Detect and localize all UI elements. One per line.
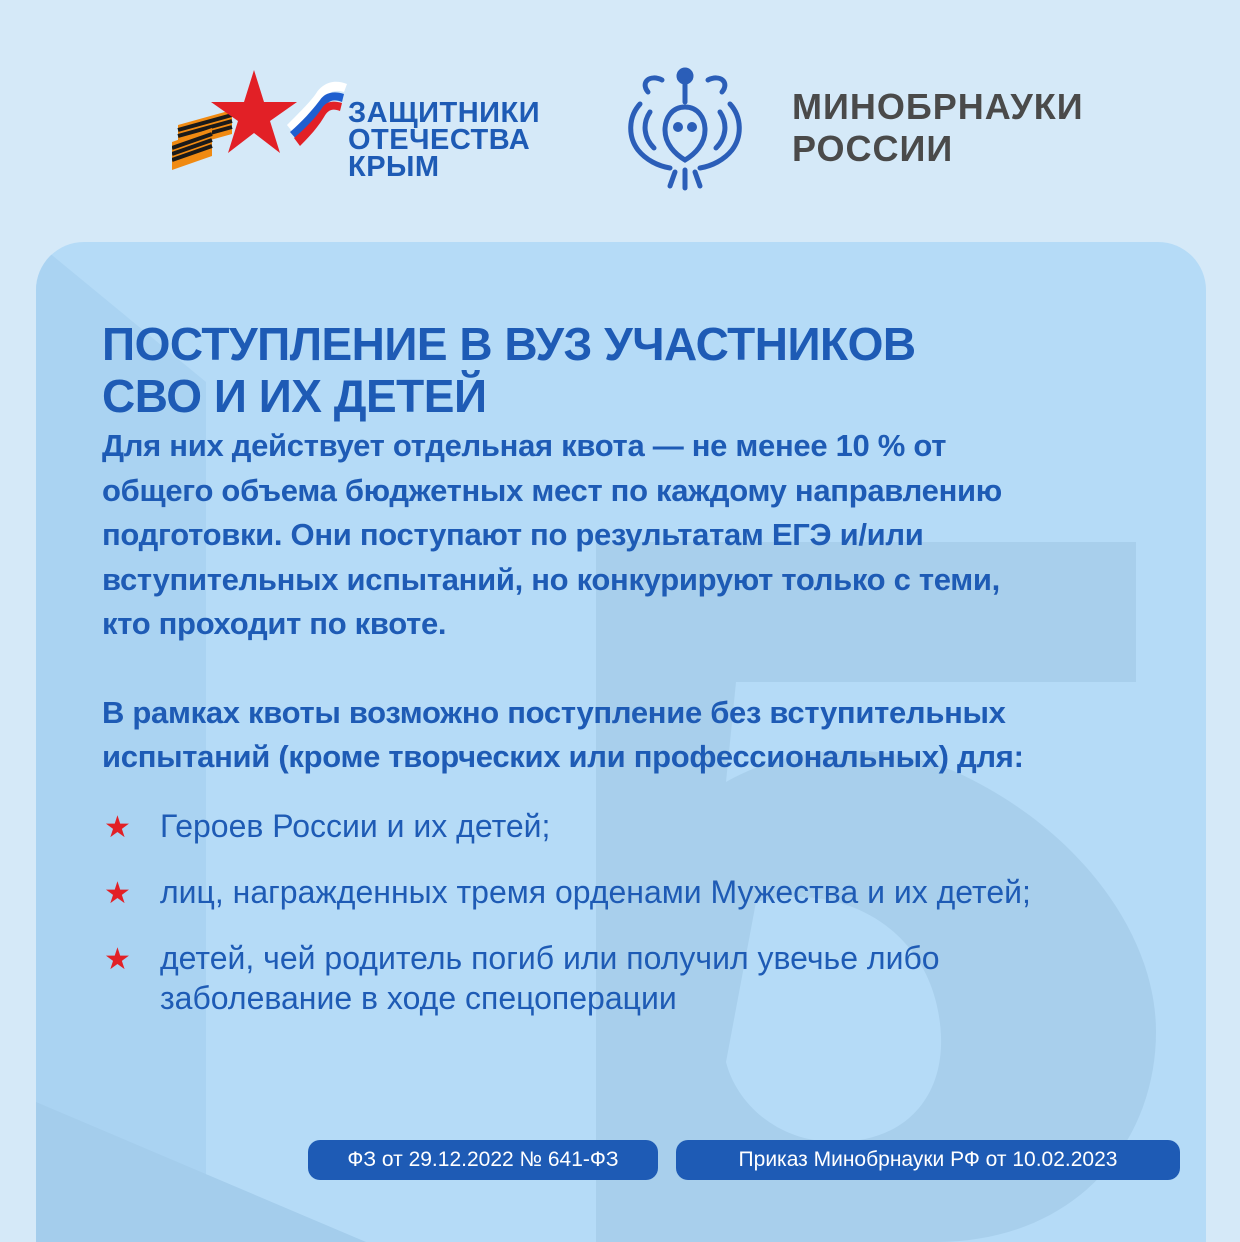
- list-item-text: [160, 872, 1192, 912]
- logo-line-1: ЗАЩИТНИКИ: [348, 97, 541, 129]
- info-card: [36, 242, 1206, 1242]
- list-item-line: заболевание в ходе спецоперации: [160, 979, 677, 1016]
- list-item: [102, 938, 1192, 1018]
- ministry-line-1: МИНОБРНАУКИ: [792, 86, 1084, 127]
- paragraph-line: В рамках квоты возможно поступление без вступительных: [102, 694, 1006, 730]
- paragraph-line: подготовки. Они поступают по результатам ЕГЭ и/или: [102, 517, 924, 552]
- paragraph-line: кто проходит по квоте.: [102, 606, 447, 641]
- red-star-icon: ★: [104, 810, 131, 844]
- title-line-1: ПОСТУПЛЕНИЕ В ВУЗ УЧАСТНИКОВ: [102, 318, 916, 370]
- list-item: [102, 806, 1192, 846]
- logo-line-2: ОТЕЧЕСТВА: [348, 124, 531, 156]
- paragraph-line: общего объема бюджетных мест по каждому направлению: [102, 472, 1002, 508]
- list-item-text: [160, 938, 1192, 1018]
- red-star-icon: ★: [104, 942, 131, 976]
- list-item-line: Героев России и их детей;: [160, 807, 551, 844]
- exemption-paragraph: [102, 691, 1192, 780]
- quota-paragraph: [102, 424, 1192, 647]
- law-reference-badge: ФЗ от 29.12.2022 № 641-ФЗ: [308, 1140, 658, 1180]
- card-content: [102, 318, 1192, 1044]
- title-line-2: СВО И ИХ ДЕТЕЙ: [102, 370, 487, 422]
- defenders-crimea-logo: [172, 70, 572, 190]
- eagle-emblem-icon: [620, 62, 750, 192]
- list-item-text: [160, 806, 1192, 846]
- header: [0, 0, 1240, 240]
- ministry-logo: [620, 62, 1100, 192]
- page-title: [102, 318, 1192, 422]
- list-item-line: лиц, награжденных тремя орденами Мужества и их детей;: [160, 873, 1031, 910]
- ministry-line-2: РОССИИ: [792, 128, 954, 169]
- paragraph-line: вступительных испытаний, но конкурируют только с теми,: [102, 561, 1000, 597]
- list-item-line: детей, чей родитель погиб или получил увечье либо: [160, 939, 940, 976]
- list-item: [102, 872, 1192, 912]
- paragraph-line: испытаний (кроме творческих или профессиональных) для:: [102, 739, 1024, 774]
- eligibility-list: [102, 806, 1192, 1018]
- defenders-logo-text: [348, 97, 541, 183]
- red-star-icon: ★: [104, 876, 131, 910]
- paragraph-line: Для них действует отдельная квота — не менее 10 % от: [102, 428, 947, 463]
- order-reference-badge: Приказ Минобрнауки РФ от 10.02.2023: [676, 1140, 1180, 1180]
- logo-line-3: КРЫМ: [348, 151, 440, 183]
- ribbon-star-flag-icon: [172, 70, 347, 190]
- ministry-name: [792, 86, 1084, 170]
